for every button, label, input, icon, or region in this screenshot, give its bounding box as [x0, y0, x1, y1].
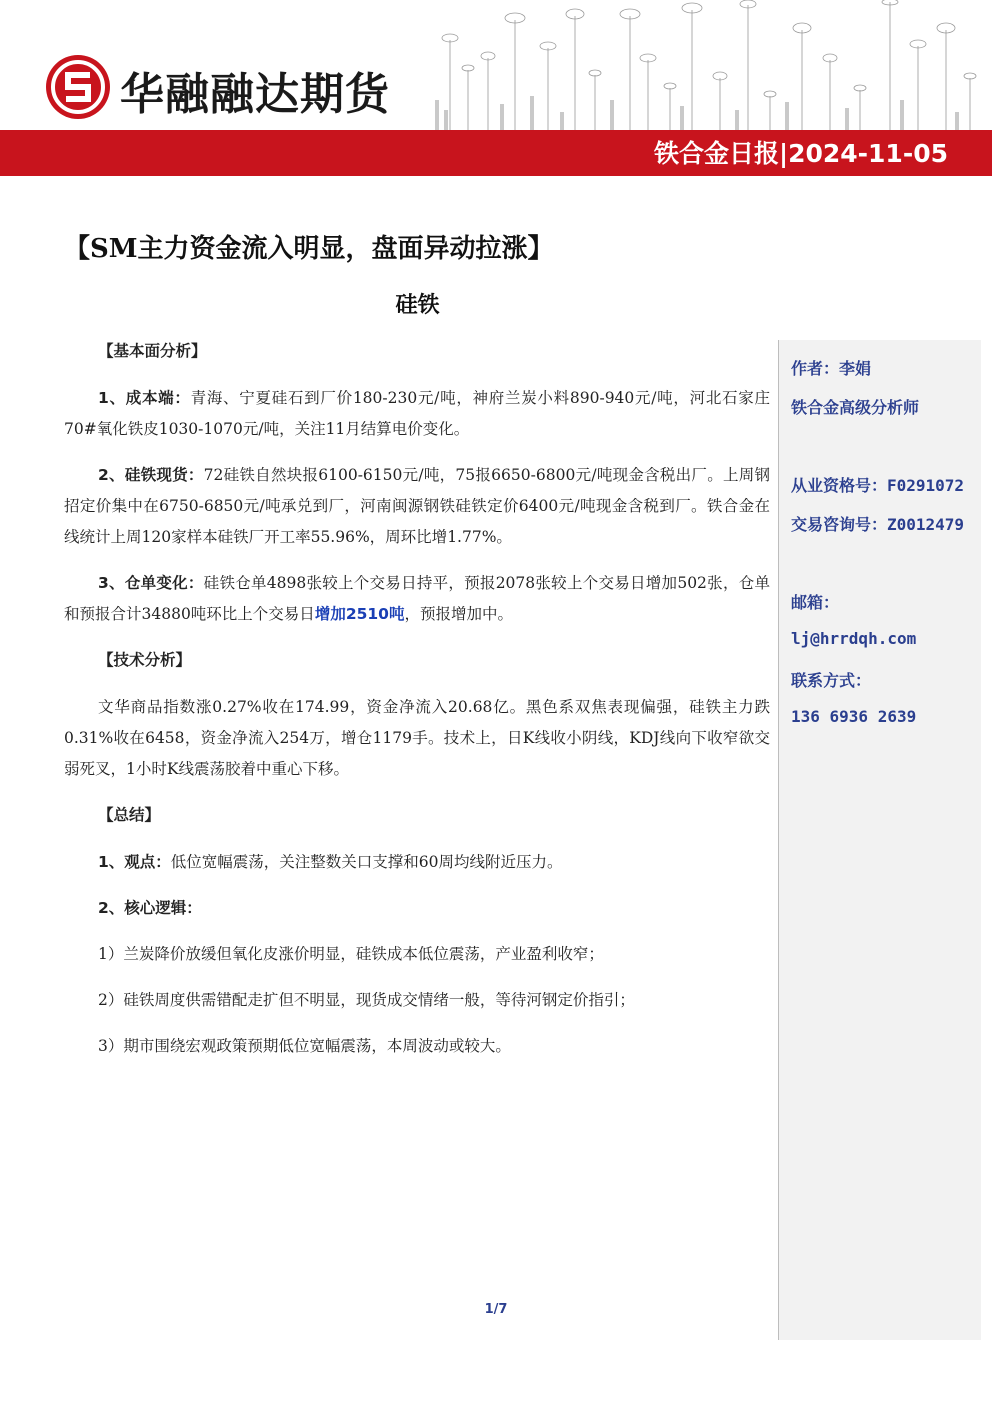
paragraph-technical: 文华商品指数涨0.27%收在174.99，资金净流入20.68亿。黑色系双焦表现偏强，硅铁主力跌0.31%收在6458，资金净流入254万，增仓1179手。技术上，日K线收小阴线，KDJ线向下收窄欲交弱死叉，1小时K线震荡胶着中重心下移。: [64, 698, 770, 778]
section-heading-technical: 【技术分析】: [98, 651, 192, 669]
paragraph-text: ，预报增加中。: [404, 605, 513, 623]
brand-name: 华融融达期货: [120, 69, 390, 120]
email-label: 邮箱：: [791, 593, 840, 612]
report-title: 铁合金日报|2024-11-05: [653, 139, 948, 168]
decorative-pins-graphic: [430, 0, 992, 130]
paragraph-logic: [64, 893, 770, 924]
paragraph-warehouse: [64, 568, 770, 630]
email-address: lj@hrrdqh.com: [791, 629, 917, 648]
report-content: [64, 336, 770, 1077]
page-subtitle: 硅铁: [395, 293, 440, 318]
page-title: 【SM主力资金流入明显，盘面异动拉涨】: [64, 234, 554, 264]
phone-number: 136 6936 2639: [791, 707, 917, 726]
header: [0, 0, 992, 176]
contact-label: 联系方式：: [791, 671, 872, 690]
paragraph-text: 低位宽幅震荡，关注整数关口支撑和60周均线附近压力。: [170, 853, 563, 871]
paragraph-view: [64, 847, 770, 878]
paragraph-lead: 2、核心逻辑：: [98, 899, 202, 917]
list-item: 2）硅铁周度供需错配走扩但不明显，现货成交情绪一般，等待河钢定价指引；: [98, 991, 635, 1009]
highlight-text: 增加2510吨: [314, 605, 405, 623]
paragraph-spot: [64, 460, 770, 553]
consulting-number: 交易咨询号：Z0012479: [791, 515, 965, 534]
paragraph-lead: 1、观点：: [98, 853, 171, 871]
author-sidebar: [778, 340, 981, 1340]
section-heading-fundamentals: 【基本面分析】: [98, 342, 207, 360]
paragraph-text: 硅铁仓单4898张较上个交易日持平，预报2078张较上个交易日增加502张，仓单和预报合计34880吨环比上个交易日: [64, 574, 770, 623]
paragraph-lead: 3、仓单变化：: [98, 574, 204, 592]
section-heading-summary: 【总结】: [98, 806, 161, 824]
paragraph-text: 青海、宁夏硅石到厂价180-230元/吨，神府兰炭小料890-940元/吨，河北石家庄70#氧化铁皮1030-1070元/吨，关注11月结算电价变化。: [64, 389, 770, 438]
qualification-number: 从业资格号：F0291072: [791, 476, 965, 495]
paragraph-lead: 2、硅铁现货：: [98, 466, 204, 484]
page-number: 1/7: [484, 1302, 508, 1317]
author-role: 铁合金高级分析师: [791, 398, 920, 417]
paragraph-lead: 1、成本端：: [98, 389, 191, 407]
list-item: 3）期市围绕宏观政策预期低位宽幅震荡，本周波动或较大。: [98, 1037, 511, 1055]
list-item: 1）兰炭降价放缓但氧化皮涨价明显，硅铁成本低位震荡，产业盈利收窄；: [98, 945, 604, 963]
author-name: 作者：李娟: [791, 359, 872, 378]
company-logo-icon: [44, 53, 112, 121]
paragraph-text: 72硅铁自然块报6100-6150元/吨，75报6650-6800元/吨现金含税出厂。上周钢招定价集中在6750-6850元/吨承兑到厂，河南闽源钢铁硅铁定价6400元/吨现金含税到厂。铁合金在线统计上周120家样本硅铁厂开工率55.96%，周环比增1.77%。: [64, 466, 770, 546]
paragraph-cost: [64, 383, 770, 445]
